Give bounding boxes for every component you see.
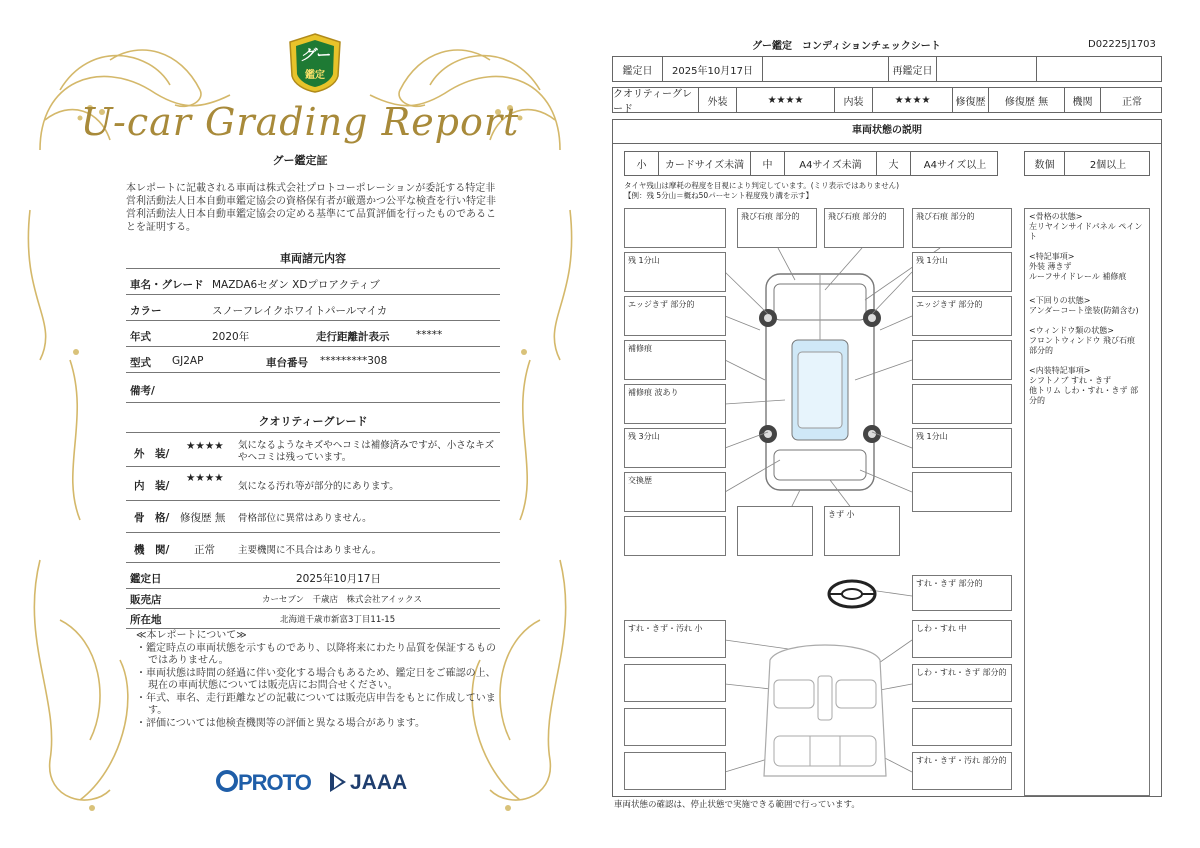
damage-box xyxy=(912,708,1012,746)
damage-box: 補修痕 xyxy=(624,340,726,380)
damage-box: 飛び石痕 部分的 xyxy=(737,208,817,248)
engine-value: 正常 xyxy=(1122,96,1142,108)
count-desc: 2個以上 xyxy=(1089,160,1127,171)
quality-label: 内 装/ xyxy=(134,480,170,492)
quality-rating: 修復歴 無 xyxy=(180,512,226,524)
quality-rating: ★★★★ xyxy=(186,472,224,484)
spec-value: ***** xyxy=(416,329,443,341)
damage-box: 残 1分山 xyxy=(912,252,1012,292)
size-key: 大 xyxy=(877,152,911,175)
info-row-shop xyxy=(126,588,500,609)
damage-box xyxy=(624,752,726,790)
damage-box: きず 小 xyxy=(824,506,900,556)
note-line: 他トリム しわ・すれ・きず 部分的 xyxy=(1029,386,1139,405)
footer-note: 車両状態の確認は、停止状態で実施できる範囲で行っています。 xyxy=(614,800,860,810)
tire-note: 【例：残 5分山＝概ね50パーセント程度残り溝を示す】 xyxy=(624,191,814,200)
quality-rating: ★★★★ xyxy=(186,440,224,452)
damage-box xyxy=(624,516,726,556)
damage-box: しわ・すれ 中 xyxy=(912,620,1012,658)
quality-comment: 気になるようなキズやヘコミは補修済みですが、小さなキズやヘコミは残っています。 xyxy=(238,440,495,463)
spec-row-year xyxy=(126,322,500,347)
spec-value: 2020年 xyxy=(212,331,250,343)
damage-box xyxy=(912,340,1012,380)
note-line: シフトノブ すれ・きず xyxy=(1029,376,1112,385)
info-row-address xyxy=(126,608,500,629)
note-group xyxy=(1029,366,1145,406)
repair-label: 修復歴 xyxy=(953,88,989,112)
notes-heading: ≪本レポートについて≫ xyxy=(136,630,247,641)
spec-row-remarks xyxy=(126,374,500,403)
jaaa-logo: JAAA xyxy=(350,771,408,794)
spec-label: 走行距離計表示 xyxy=(316,331,390,343)
quality-comment: 主要機関に不具合はありません。 xyxy=(238,545,382,556)
size-key: 中 xyxy=(751,152,785,175)
spec-label: 備考/ xyxy=(130,385,155,397)
note-group-title: <ウィンドウ類の状態> xyxy=(1029,326,1114,335)
spec-row-name xyxy=(126,270,500,295)
goo-kantei-badge xyxy=(286,32,344,94)
reinspect-label: 再鑑定日 xyxy=(889,57,937,81)
quality-row-engine xyxy=(126,534,500,563)
damage-box: 残 3分山 xyxy=(624,428,726,468)
spec-row-model xyxy=(126,348,500,373)
damage-box: 残 1分山 xyxy=(912,428,1012,468)
quality-row-exterior xyxy=(126,434,500,467)
info-value: 2025年10月17日 xyxy=(296,573,381,585)
proto-logo-icon xyxy=(216,770,238,792)
car-interior-diagram xyxy=(750,636,900,786)
size-desc: A4サイズ未満 xyxy=(785,152,877,175)
damage-box: すれ・きず・汚れ 小 xyxy=(624,620,726,658)
note-group xyxy=(1029,252,1145,282)
damage-box xyxy=(737,506,813,556)
certificate-text: 本レポートに記載される車両は株式会社プロトコーポレーションが委託する特定非営利活動法人日本自動車鑑定協会の資格保有者が厳選かつ公平な検査を行い特定非営利活動法人日本自動車鑑定協会の定める基準にて品質評価を行ったものであることを証明する。 xyxy=(126,183,496,233)
grade-label: クオリティーグレード xyxy=(613,88,699,112)
note-line: フロントウィンドウ 飛び石痕 部分的 xyxy=(1029,336,1136,355)
note-group-title: <下回りの状態> xyxy=(1029,296,1091,305)
spec-label: 車台番号 xyxy=(266,357,308,369)
spec-label: 型式 xyxy=(130,357,151,369)
quality-row-frame xyxy=(126,502,500,533)
tire-note: タイヤ残山は摩耗の程度を目視により判定しています。(ミリ表示ではありません) xyxy=(624,181,900,190)
interior-rating: ★★★★ xyxy=(873,88,953,112)
jaaa-logo-icon xyxy=(328,768,348,796)
info-value: 北海道千歳市新富3丁目11-15 xyxy=(280,615,396,625)
quality-row-interior xyxy=(126,468,500,501)
spec-value: スノーフレイクホワイトパールマイカ xyxy=(212,305,388,317)
damage-box xyxy=(912,384,1012,424)
exterior-rating: ★★★★ xyxy=(737,88,835,112)
specs-heading: 車両諸元内容 xyxy=(280,252,346,265)
note-item: ・年式、車名、走行距離などの記載については販売店申告をもとに作成しています。 xyxy=(136,692,496,716)
damage-box: 残 1分山 xyxy=(624,252,726,292)
note-line: 外装 薄きず xyxy=(1029,262,1072,271)
condition-heading: 車両状態の説明 xyxy=(612,119,1162,144)
size-desc: A4サイズ以上 xyxy=(923,160,987,171)
note-item: ・車両状態は時間の経過に伴い変化する場合もあるため、鑑定日をご確認の上、現在の車両状態については販売店にお問合せください。 xyxy=(136,667,496,691)
info-label: 所在地 xyxy=(130,614,162,626)
spec-value: *********308 xyxy=(320,355,388,367)
note-group xyxy=(1029,212,1145,242)
damage-box: エッジきず 部分的 xyxy=(624,296,726,336)
spec-value: MAZDA6セダン XDプロアクティブ xyxy=(212,279,380,291)
document-id: D02225J1703 xyxy=(1088,39,1156,50)
quality-heading: クオリティーグレード xyxy=(258,415,368,428)
quality-label: 外 装/ xyxy=(134,448,170,460)
note-line: ルーフサイドレール 補修痕 xyxy=(1029,272,1127,281)
info-label: 鑑定日 xyxy=(130,573,162,585)
note-line: 左リヤインサイドパネル ペイント xyxy=(1029,222,1143,241)
damage-box: すれ・きず・汚れ 部分的 xyxy=(912,752,1012,790)
info-row-date xyxy=(126,566,500,589)
damage-box: エッジきず 部分的 xyxy=(912,296,1012,336)
date-label: 鑑定日 xyxy=(613,57,663,81)
repair-value: 修復歴 無 xyxy=(989,88,1065,112)
divider xyxy=(126,432,500,433)
damage-box: しわ・すれ・きず 部分的 xyxy=(912,664,1012,702)
report-title: U-car Grading Report xyxy=(80,100,520,144)
damage-box: 飛び石痕 部分的 xyxy=(824,208,904,248)
note-item: ・鑑定時点の車両状態を示すものであり、以降将来にわたり品質を保証するものではありません。 xyxy=(136,642,496,666)
info-value: カーセブン 千歳店 株式会社アイックス xyxy=(262,595,422,605)
badge-bottom-text: 鑑定 xyxy=(305,70,325,81)
count-key: 数個 xyxy=(1025,152,1065,175)
damage-box xyxy=(912,472,1012,512)
quality-rating: 正常 xyxy=(194,544,215,556)
note-group-title: <内装特記事項> xyxy=(1029,366,1091,375)
damage-box xyxy=(624,708,726,746)
spec-label: 車名・グレード xyxy=(130,279,204,291)
note-group xyxy=(1029,296,1145,316)
date-value: 2025年10月17日 xyxy=(663,57,763,81)
size-desc: カードサイズ未満 xyxy=(659,152,751,175)
note-line: アンダーコート塗装(防錆含む) xyxy=(1029,306,1139,315)
note-group-title: <骨格の状態> xyxy=(1029,212,1083,221)
note-group xyxy=(1029,326,1145,356)
spec-label: カラー xyxy=(130,305,162,317)
badge-top-text: グー xyxy=(299,46,330,64)
damage-box: 飛び石痕 部分的 xyxy=(912,208,1012,248)
special-notes-panel xyxy=(1024,208,1150,796)
condition-check-sheet xyxy=(600,0,1200,848)
exterior-label: 外装 xyxy=(699,88,737,112)
spec-value: GJ2AP xyxy=(172,355,204,367)
quality-comment: 骨格部位に異常はありません。 xyxy=(238,513,372,524)
spec-row-color xyxy=(126,296,500,321)
damage-box: 補修痕 波あり xyxy=(624,384,726,424)
spec-label: 年式 xyxy=(130,331,151,343)
info-label: 販売店 xyxy=(130,594,162,606)
steering-wheel-icon xyxy=(826,578,878,610)
report-notes xyxy=(136,630,498,730)
proto-logo: PROTO xyxy=(238,770,311,795)
quality-label: 機 関/ xyxy=(134,544,170,556)
damage-box xyxy=(624,664,726,702)
divider xyxy=(126,268,500,269)
damage-box xyxy=(624,208,726,248)
quality-comment: 気になる汚れ等が部分的にあります。 xyxy=(238,481,399,492)
size-key: 小 xyxy=(625,152,659,175)
damage-box: 交換歴 xyxy=(624,472,726,512)
quality-label: 骨 格/ xyxy=(134,512,170,524)
note-group-title: <特記事項> xyxy=(1029,252,1075,261)
interior-label: 内装 xyxy=(835,88,873,112)
engine-label: 機関 xyxy=(1065,88,1101,112)
sheet-title: グー鑑定 コンディションチェックシート xyxy=(752,41,941,52)
certificate-heading: グー鑑定証 xyxy=(272,154,328,167)
damage-box: すれ・きず 部分的 xyxy=(912,575,1012,611)
note-item: ・評価については他検査機関等の評価と異なる場合があります。 xyxy=(136,717,425,729)
